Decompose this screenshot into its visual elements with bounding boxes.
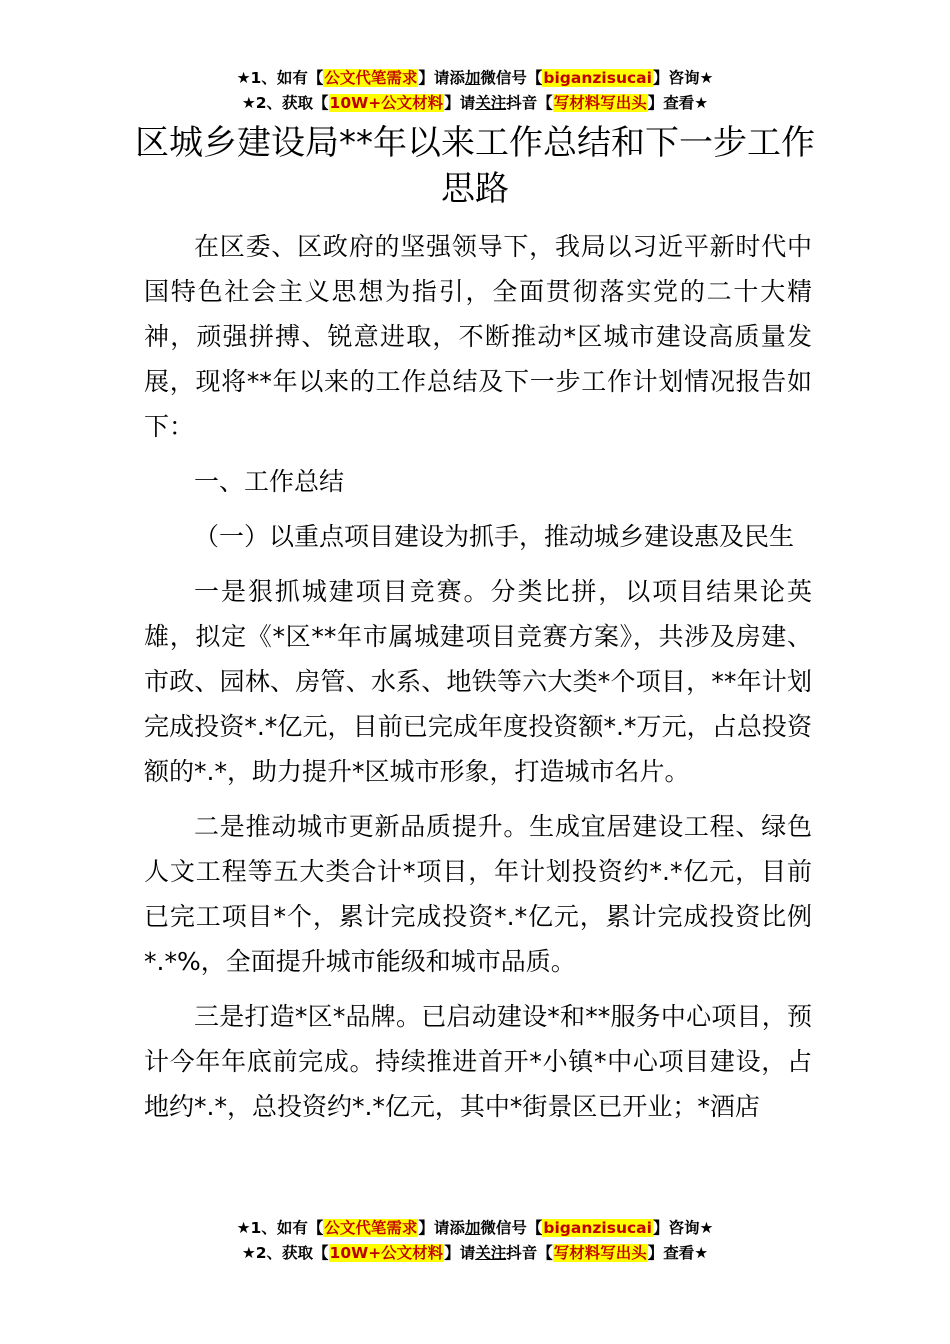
banner-text: 】查看★ bbox=[647, 94, 709, 112]
banner-text: 】请 bbox=[444, 94, 476, 112]
banner-highlight: 10W+公文材料 bbox=[329, 94, 444, 112]
banner-text: 】请添 bbox=[418, 1219, 465, 1237]
document-body bbox=[144, 224, 812, 1139]
banner-text: 抖音【 bbox=[506, 94, 553, 112]
section-heading: 一、工作总结 bbox=[194, 467, 345, 496]
banner-text: 】查看★ bbox=[647, 1244, 709, 1262]
banner-line-2 bbox=[0, 1241, 950, 1266]
banner-text: 微信号【 bbox=[480, 69, 543, 87]
banner-underline: 加 bbox=[464, 69, 481, 87]
banner-underline: 关注 bbox=[475, 1244, 507, 1262]
body-paragraph-2: 二是推动城市更新品质提升。生成宜居建设工程、绿色人文工程等五大类合计*项目，年计划投资约*.*亿元，目前已完工项目*个，累计完成投资*.*亿元，累计完成投资比例*.*%，全面提升城市能级和城市品质。 bbox=[144, 812, 812, 976]
banner-text: ★1、如有【 bbox=[236, 69, 324, 87]
banner-highlight: 写材料写出头 bbox=[553, 94, 647, 112]
banner-text: ★2、获取【 bbox=[241, 94, 329, 112]
banner-highlight: biganzisucai bbox=[543, 69, 652, 87]
header-banner bbox=[0, 66, 950, 116]
banner-text: ★1、如有【 bbox=[236, 1219, 324, 1237]
banner-text: 】请 bbox=[444, 1244, 476, 1262]
banner-line-2 bbox=[0, 91, 950, 116]
banner-line-1 bbox=[0, 66, 950, 91]
banner-text: 抖音【 bbox=[506, 1244, 553, 1262]
banner-text: 】咨询★ bbox=[652, 1219, 714, 1237]
intro-paragraph: 在区委、区政府的坚强领导下，我局以习近平新时代中国特色社会主义思想为指引，全面贯彻落实党的二十大精神，顽强拼搏、锐意进取，不断推动*区城市建设高质量发展，现将**年以来的工作总结及下一步工作计划情况报告如下： bbox=[144, 232, 812, 441]
banner-highlight: 公文代笔需求 bbox=[324, 1219, 418, 1237]
subsection-heading: （一）以重点项目建设为抓手，推动城乡建设惠及民生 bbox=[194, 522, 795, 551]
footer-banner bbox=[0, 1216, 950, 1266]
banner-underline: 加 bbox=[464, 1219, 481, 1237]
banner-text: 微信号【 bbox=[480, 1219, 543, 1237]
banner-text: 】请添 bbox=[418, 69, 465, 87]
banner-highlight: 10W+公文材料 bbox=[329, 1244, 444, 1262]
body-paragraph-1: 一是狠抓城建项目竞赛。分类比拼，以项目结果论英雄，拟定《*区**年市属城建项目竞赛方案》，共涉及房建、市政、园林、房管、水系、地铁等六大类*个项目，**年计划完成投资*.*亿元，目前已完成年度投资额*.*万元，占总投资额的*.*，助力提升*区城市形象，打造城市名片。 bbox=[144, 577, 812, 786]
banner-highlight: 公文代笔需求 bbox=[324, 69, 418, 87]
banner-line-1 bbox=[0, 1216, 950, 1241]
document-title: 区城乡建设局**年以来工作总结和下一步工作思路 bbox=[135, 123, 815, 209]
banner-text: ★2、获取【 bbox=[241, 1244, 329, 1262]
banner-underline: 关注 bbox=[475, 94, 507, 112]
banner-highlight: biganzisucai bbox=[543, 1219, 652, 1237]
banner-text: 】咨询★ bbox=[652, 69, 714, 87]
body-paragraph-3: 三是打造*区*品牌。已启动建设*和**服务中心项目，预计今年年底前完成。持续推进首开*小镇*中心项目建设，占地约*.*，总投资约*.*亿元，其中*街景区已开业；*酒店 bbox=[144, 1002, 812, 1121]
banner-highlight: 写材料写出头 bbox=[553, 1244, 647, 1262]
